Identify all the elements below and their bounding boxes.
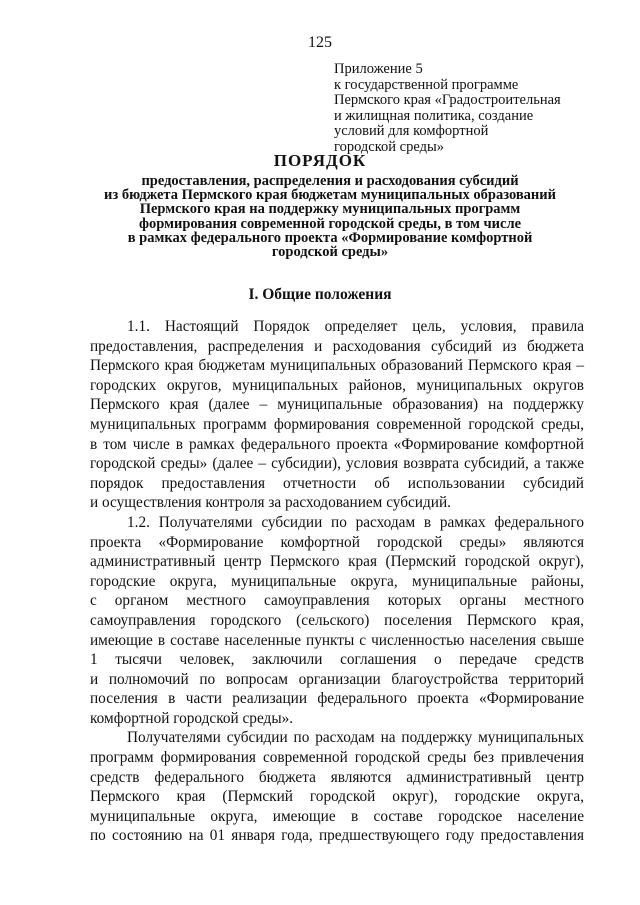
text-line: городской среды» (далее – субсидии), условия возврата субсидий, а также xyxy=(90,455,584,473)
text-line: административный центр Пермского края (Пермский городской округ), xyxy=(90,553,584,571)
appendix-line: условий для комфортной xyxy=(334,123,489,139)
appendix-line: к государственной программе xyxy=(334,76,519,93)
text-line: и осуществления контроля за расходованием субсидий. xyxy=(90,494,451,512)
text-line: комфортной городской среды». xyxy=(90,709,294,727)
appendix-line: и жилищная политика, создание xyxy=(334,107,534,124)
appendix-line: Приложение 5 xyxy=(334,61,423,77)
document-title: ПОРЯДОК xyxy=(273,151,367,170)
text-line: поселения в части реализации федерального проекта «Формирование xyxy=(90,690,584,708)
text-line: порядок предоставления отчетности об использовании субсидий xyxy=(90,474,584,492)
text-line: 1.2. Получателями субсидии по расходам в рамках федерального xyxy=(127,513,584,531)
subtitle-line: предоставления, распределения и расходования субсидий xyxy=(141,173,519,189)
subtitle-line: Пермского края на поддержку муниципальных программ xyxy=(139,201,521,218)
appendix-note xyxy=(334,62,624,155)
paragraph-1-2-continued xyxy=(90,728,584,846)
text-line: 1.1. Настоящий Порядок определяет цель, условия, правила xyxy=(127,318,584,335)
body-text xyxy=(90,317,584,846)
page-number: 125 xyxy=(308,34,332,51)
text-line: предоставления, распределения и расходования субсидий из бюджета xyxy=(90,337,584,355)
paragraph-1-2 xyxy=(90,513,584,729)
appendix-line: городской среды» xyxy=(334,138,444,155)
text-line: Пермского края (Пермский городской округ), городские округа, xyxy=(90,788,584,806)
text-line: Получателями субсидии по расходам на поддержку муниципальных xyxy=(127,729,584,747)
text-line: и полномочий по вопросам организации благоустройства территорий xyxy=(90,670,584,688)
text-line: имеющие в составе населенные пункты с численностью населения свыше xyxy=(90,631,584,649)
text-line: по состоянию на 01 января года, предшествующего году предоставления xyxy=(90,827,584,845)
appendix-line: Пермского края «Градостроительная xyxy=(334,92,561,108)
text-line: муниципальных программ формирования современной городской среды, xyxy=(90,415,584,433)
text-line: Пермского края (далее – муниципальные образования) на поддержку xyxy=(90,396,584,414)
text-line: Пермского края бюджетам муниципальных образований Пермского края – xyxy=(90,357,584,375)
section-heading: I. Общие положения xyxy=(248,286,392,303)
text-line: муниципальные округа, имеющие в составе городское население xyxy=(90,807,584,825)
text-line: проекта «Формирование комфортной городской среды» являются xyxy=(90,533,584,551)
text-line: городские округа, муниципальные округа, муниципальные районы, xyxy=(90,572,584,590)
document-subtitle xyxy=(60,174,600,259)
text-line: с органом местного самоуправления которых органы местного xyxy=(90,592,584,610)
subtitle-line: в рамках федерального проекта «Формирование комфортной xyxy=(127,229,533,246)
text-line: самоуправления городского (сельского) поселения Пермского края, xyxy=(90,611,584,629)
subtitle-line: из бюджета Пермского края бюджетам муниципальных образований xyxy=(104,187,556,204)
text-line: средств федерального бюджета являются административный центр xyxy=(90,768,584,786)
subtitle-line: городской среды» xyxy=(271,244,389,261)
text-line: программ формирования современной городской среды без привлечения xyxy=(90,749,584,767)
paragraph-1-1 xyxy=(90,317,584,513)
text-line: городских округов, муниципальных районов, муниципальных округов xyxy=(90,376,584,394)
text-line: в том числе в рамках федерального проекта «Формирование комфортной xyxy=(90,435,584,453)
text-line: 1 тысячи человек, заключили соглашения о передаче средств xyxy=(90,651,584,669)
subtitle-line: формирования современной городской среды, в том числе xyxy=(138,215,522,232)
